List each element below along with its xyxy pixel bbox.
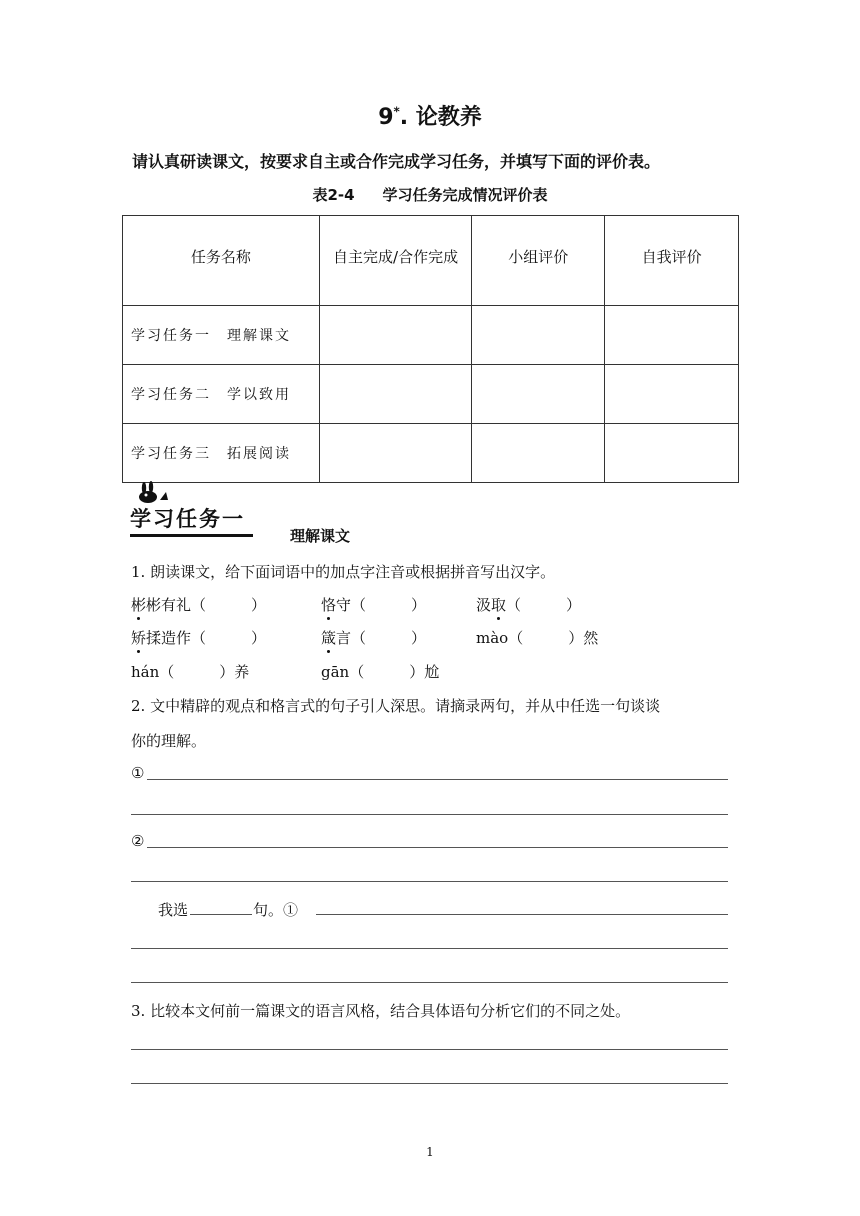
table-row (123, 306, 739, 365)
question-1-text: 1. 朗读课文，给下面词语中的加点字注音或根据拼音写出汉字。 (131, 563, 556, 581)
dotted-char: 恪 (321, 596, 337, 614)
header-self-eval: 自我评价 (605, 216, 739, 306)
vocab-item: gān（ ）尬 (321, 663, 440, 681)
choose-label: 我选 (158, 901, 189, 919)
completion-cell[interactable] (319, 365, 472, 424)
table-row (123, 424, 739, 483)
table-header-row (123, 216, 739, 306)
vocab-text: 揉造作（ ） (146, 629, 267, 647)
dotted-char: 箴 (321, 629, 337, 647)
vocab-text: 守（ ） (336, 596, 427, 614)
question-3-text: 3. 比较本文何前一篇课文的语言风格，结合具体语句分析它们的不同之处。 (131, 1002, 631, 1020)
vocab-text: 彬有礼（ ） (146, 596, 267, 614)
answer-marker-2: ② (131, 832, 145, 850)
vocab-text: 言（ ） (336, 629, 427, 647)
task-name-cell: 学习任务三 拓展阅读 (123, 424, 320, 483)
question-2-text: 2. 文中精辟的观点和格言式的句子引人深思。请摘录两句，并从中任选一句谈谈 (131, 697, 661, 715)
vocab-item (476, 594, 581, 615)
vocab-item (321, 627, 426, 648)
vocab-item: mào（ ）然 (476, 629, 599, 647)
task-name-cell: 学习任务二 学以致用 (123, 365, 320, 424)
question-2-text-cont: 你的理解。 (131, 732, 207, 750)
task1-title: 理解课文 (290, 527, 351, 545)
page-title: 9*. 论教养 (378, 104, 482, 130)
vocab-item (131, 627, 266, 648)
header-task-name: 任务名称 (123, 216, 320, 306)
answer-marker-1: ① (131, 764, 145, 782)
choice-blank[interactable] (190, 914, 252, 915)
completion-cell[interactable] (319, 424, 472, 483)
vocab-item: hán（ ）养 (131, 663, 250, 681)
vocab-text: 汲 (476, 596, 492, 614)
page-number: 1 (426, 1145, 434, 1159)
answer-line[interactable] (131, 982, 728, 983)
answer-line[interactable] (131, 814, 728, 815)
header-completion-mode: 自主完成/合作完成 (319, 216, 472, 306)
answer-line[interactable] (131, 948, 728, 949)
vocab-item (321, 594, 426, 615)
self-eval-cell[interactable] (605, 365, 739, 424)
group-eval-cell[interactable] (472, 424, 605, 483)
group-eval-cell[interactable] (472, 306, 605, 365)
table-caption (0, 184, 860, 205)
rabbit-icon (136, 480, 170, 504)
answer-line[interactable] (147, 779, 728, 780)
answer-line[interactable] (131, 1083, 728, 1084)
answer-line[interactable] (147, 847, 728, 848)
evaluation-table (122, 215, 739, 483)
table-caption-number: 表2-4 (312, 186, 355, 204)
answer-line[interactable] (131, 1049, 728, 1050)
banner-label: 学习任务一 (130, 504, 253, 537)
table-row (123, 365, 739, 424)
task-name-cell: 学习任务一 理解课文 (123, 306, 320, 365)
self-eval-cell[interactable] (605, 424, 739, 483)
task-banner (128, 480, 290, 538)
header-group-eval: 小组评价 (472, 216, 605, 306)
dotted-char: 彬 (131, 596, 147, 614)
dotted-char: 矫 (131, 629, 147, 647)
self-eval-cell[interactable] (605, 306, 739, 365)
choose-suffix: 句。① (253, 901, 299, 919)
answer-line[interactable] (131, 881, 728, 882)
dotted-char: 取 (491, 596, 507, 614)
vocab-text: （ ） (506, 596, 582, 614)
vocab-item (131, 594, 266, 615)
group-eval-cell[interactable] (472, 365, 605, 424)
answer-line[interactable] (316, 914, 728, 915)
completion-cell[interactable] (319, 306, 472, 365)
instruction-text: 请认真研读课文，按要求自主或合作完成学习任务，并填写下面的评价表。 (132, 152, 661, 171)
table-caption-text: 学习任务完成情况评价表 (382, 186, 548, 204)
